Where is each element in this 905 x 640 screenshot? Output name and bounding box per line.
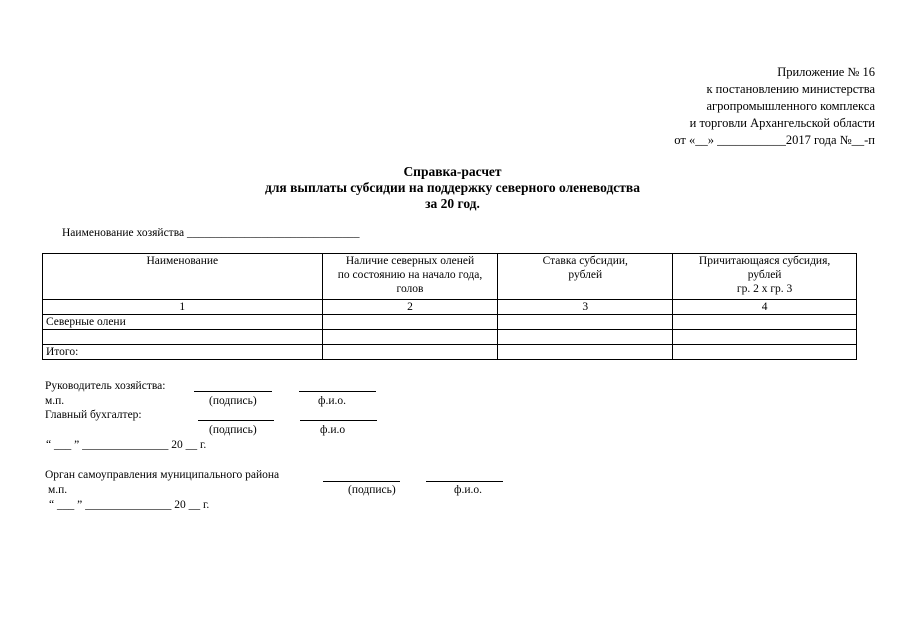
header-reindeer-count: Наличие северных оленей по состоянию на начало года, голов [322, 254, 498, 300]
header-rate: Ставка субсидии, рублей [498, 254, 673, 300]
annex-line-3: агропромышленного комплекса [706, 99, 875, 113]
seal-label: м.п. [48, 484, 68, 496]
cell-count[interactable] [322, 330, 498, 345]
head-signature-line[interactable] [194, 391, 272, 392]
annex-line-2: к постановлению министерства [706, 82, 875, 96]
date-field: “ ___ ” _______________ 20 __ г. [49, 499, 210, 511]
accountant-name-line[interactable] [300, 420, 377, 421]
organ-label: Орган самоуправления муниципального района [45, 469, 280, 481]
signature-caption: (подпись) [209, 424, 257, 436]
table-header-row [43, 254, 857, 300]
header-subsidy-due: Причитающаяся субсидия, рублей гр. 2 х гр. 3 [673, 254, 857, 300]
document-year: за 20 год. [425, 196, 480, 211]
row-name-total: Итого: [43, 345, 323, 360]
cell-subsidy[interactable] [673, 345, 857, 360]
column-number-row [43, 300, 857, 315]
table-row-total [43, 345, 857, 360]
table-row [43, 330, 857, 345]
row-name: Северные олени [43, 315, 323, 330]
table-row [43, 315, 857, 330]
seal-label: м.п. [45, 395, 65, 407]
cell-rate[interactable] [498, 330, 673, 345]
document-title: Справка-расчет [403, 164, 502, 179]
annex-header [674, 64, 875, 149]
cell-subsidy[interactable] [673, 315, 857, 330]
cell-rate[interactable] [498, 315, 673, 330]
head-label: Руководитель хозяйства: [45, 380, 166, 392]
name-caption: ф.и.о [320, 424, 346, 436]
annex-number: Приложение № 16 [777, 65, 875, 79]
document-subtitle: для выплаты субсидии на поддержку северного оленеводства [265, 180, 640, 195]
cell-subsidy[interactable] [673, 330, 857, 345]
header-name: Наименование [43, 254, 323, 300]
cell-rate[interactable] [498, 345, 673, 360]
annex-line-4: и торговли Архангельской области [689, 116, 875, 130]
head-name-line[interactable] [299, 391, 376, 392]
cell-count[interactable] [322, 315, 498, 330]
column-number: 1 [43, 300, 323, 315]
signature-caption: (подпись) [348, 484, 396, 496]
name-caption: ф.и.о. [454, 484, 482, 496]
accountant-signature-line[interactable] [198, 420, 274, 421]
row-name [43, 330, 323, 345]
organ-signature-line[interactable] [323, 481, 400, 482]
farm-name-field: Наименование хозяйства ______________________________ [62, 227, 360, 239]
column-number: 2 [322, 300, 498, 315]
column-number: 4 [673, 300, 857, 315]
date-field: “ ___ ” _______________ 20 __ г. [46, 439, 207, 451]
organ-name-line[interactable] [426, 481, 503, 482]
subsidy-table [42, 253, 857, 360]
cell-count[interactable] [322, 345, 498, 360]
column-number: 3 [498, 300, 673, 315]
accountant-label: Главный бухгалтер: [45, 409, 142, 421]
signature-caption: (подпись) [209, 395, 257, 407]
name-caption: ф.и.о. [318, 395, 346, 407]
annex-line-5: от «__» ___________2017 года №__-п [674, 133, 875, 147]
